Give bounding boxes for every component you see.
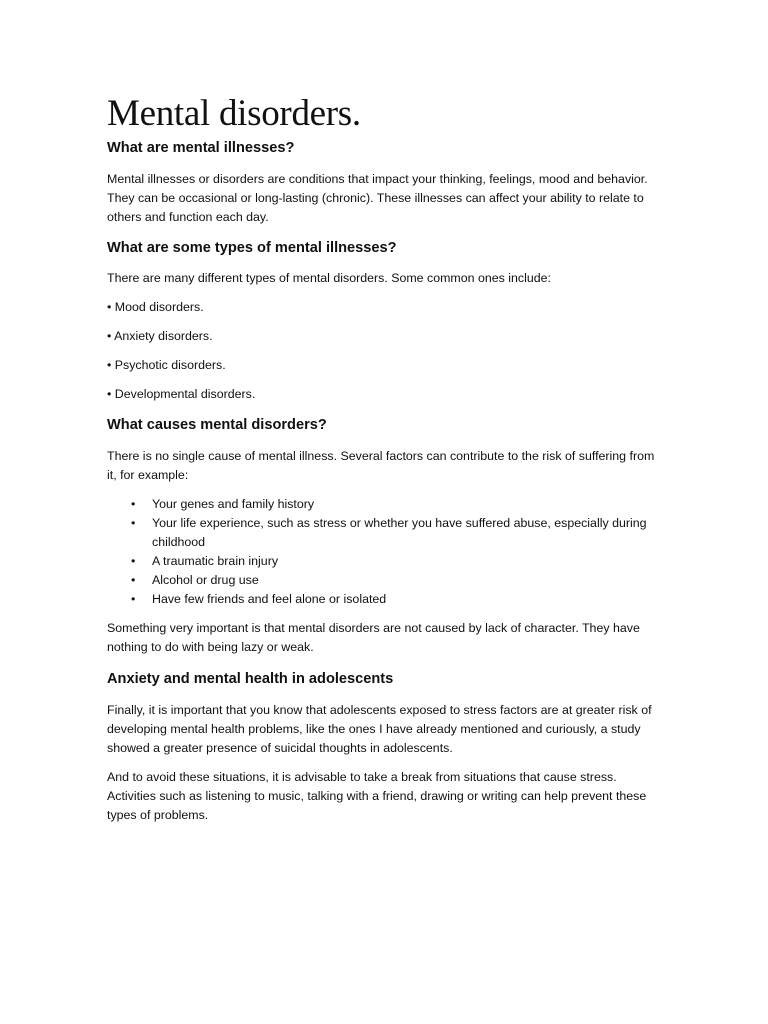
document-title: Mental disorders. xyxy=(107,93,361,134)
causes-list xyxy=(107,495,667,609)
bullet-dot-icon: • xyxy=(131,592,136,606)
section-outro: Something very important is that mental disorders are not caused by lack of character. They have nothing to do with being lazy or weak. xyxy=(107,621,640,654)
section-heading-causes: What causes mental disorders? xyxy=(107,417,327,433)
list-item-text: Your genes and family history xyxy=(152,497,315,511)
list-item: • Developmental disorders. xyxy=(107,387,256,401)
list-item-text: A traumatic brain injury xyxy=(152,554,279,568)
bullet-dot-icon: • xyxy=(131,497,136,511)
list-item-text: Have few friends and feel alone or isolated xyxy=(152,592,387,606)
section-intro: There is no single cause of mental illness. Several factors can contribute to the risk of suffering from it, for example: xyxy=(107,449,655,482)
list-item-text: Your life experience, such as stress or whether you have suffered abuse, especially during childhood xyxy=(152,516,647,549)
bullet-dot-icon: • xyxy=(131,554,136,568)
document-page xyxy=(107,92,667,825)
list-item xyxy=(107,495,667,514)
bullet-dot-icon: • xyxy=(131,573,136,587)
list-item xyxy=(107,571,667,590)
section-paragraph: And to avoid these situations, it is advisable to take a break from situations that cause stress. Activities such as listening to music, talking with a friend, drawing or writing can help prevent these types of problems. xyxy=(107,770,647,822)
list-item-text: Alcohol or drug use xyxy=(152,573,259,587)
section-heading-what-are: What are mental illnesses? xyxy=(107,140,295,156)
list-item: • Psychotic disorders. xyxy=(107,358,226,372)
section-intro: There are many different types of mental disorders. Some common ones include: xyxy=(107,271,551,285)
section-heading-types: What are some types of mental illnesses? xyxy=(107,240,397,256)
bullet-dot-icon: • xyxy=(131,516,136,530)
list-item: • Mood disorders. xyxy=(107,300,204,314)
list-item xyxy=(107,514,667,552)
list-item xyxy=(107,590,667,609)
section-paragraph: Mental illnesses or disorders are conditions that impact your thinking, feelings, mood and behavior. They can be occasional or long-lasting (chronic). These illnesses can affect your ability to relate to others and function each day. xyxy=(107,172,648,224)
section-heading-adolescents: Anxiety and mental health in adolescents xyxy=(107,671,394,687)
list-item xyxy=(107,552,667,571)
section-paragraph: Finally, it is important that you know that adolescents exposed to stress factors are at greater risk of developing mental health problems, like the ones I have already mentioned and curiously, a study showed a greater presence of suicidal thoughts in adolescents. xyxy=(107,703,652,755)
list-item: • Anxiety disorders. xyxy=(107,329,213,343)
